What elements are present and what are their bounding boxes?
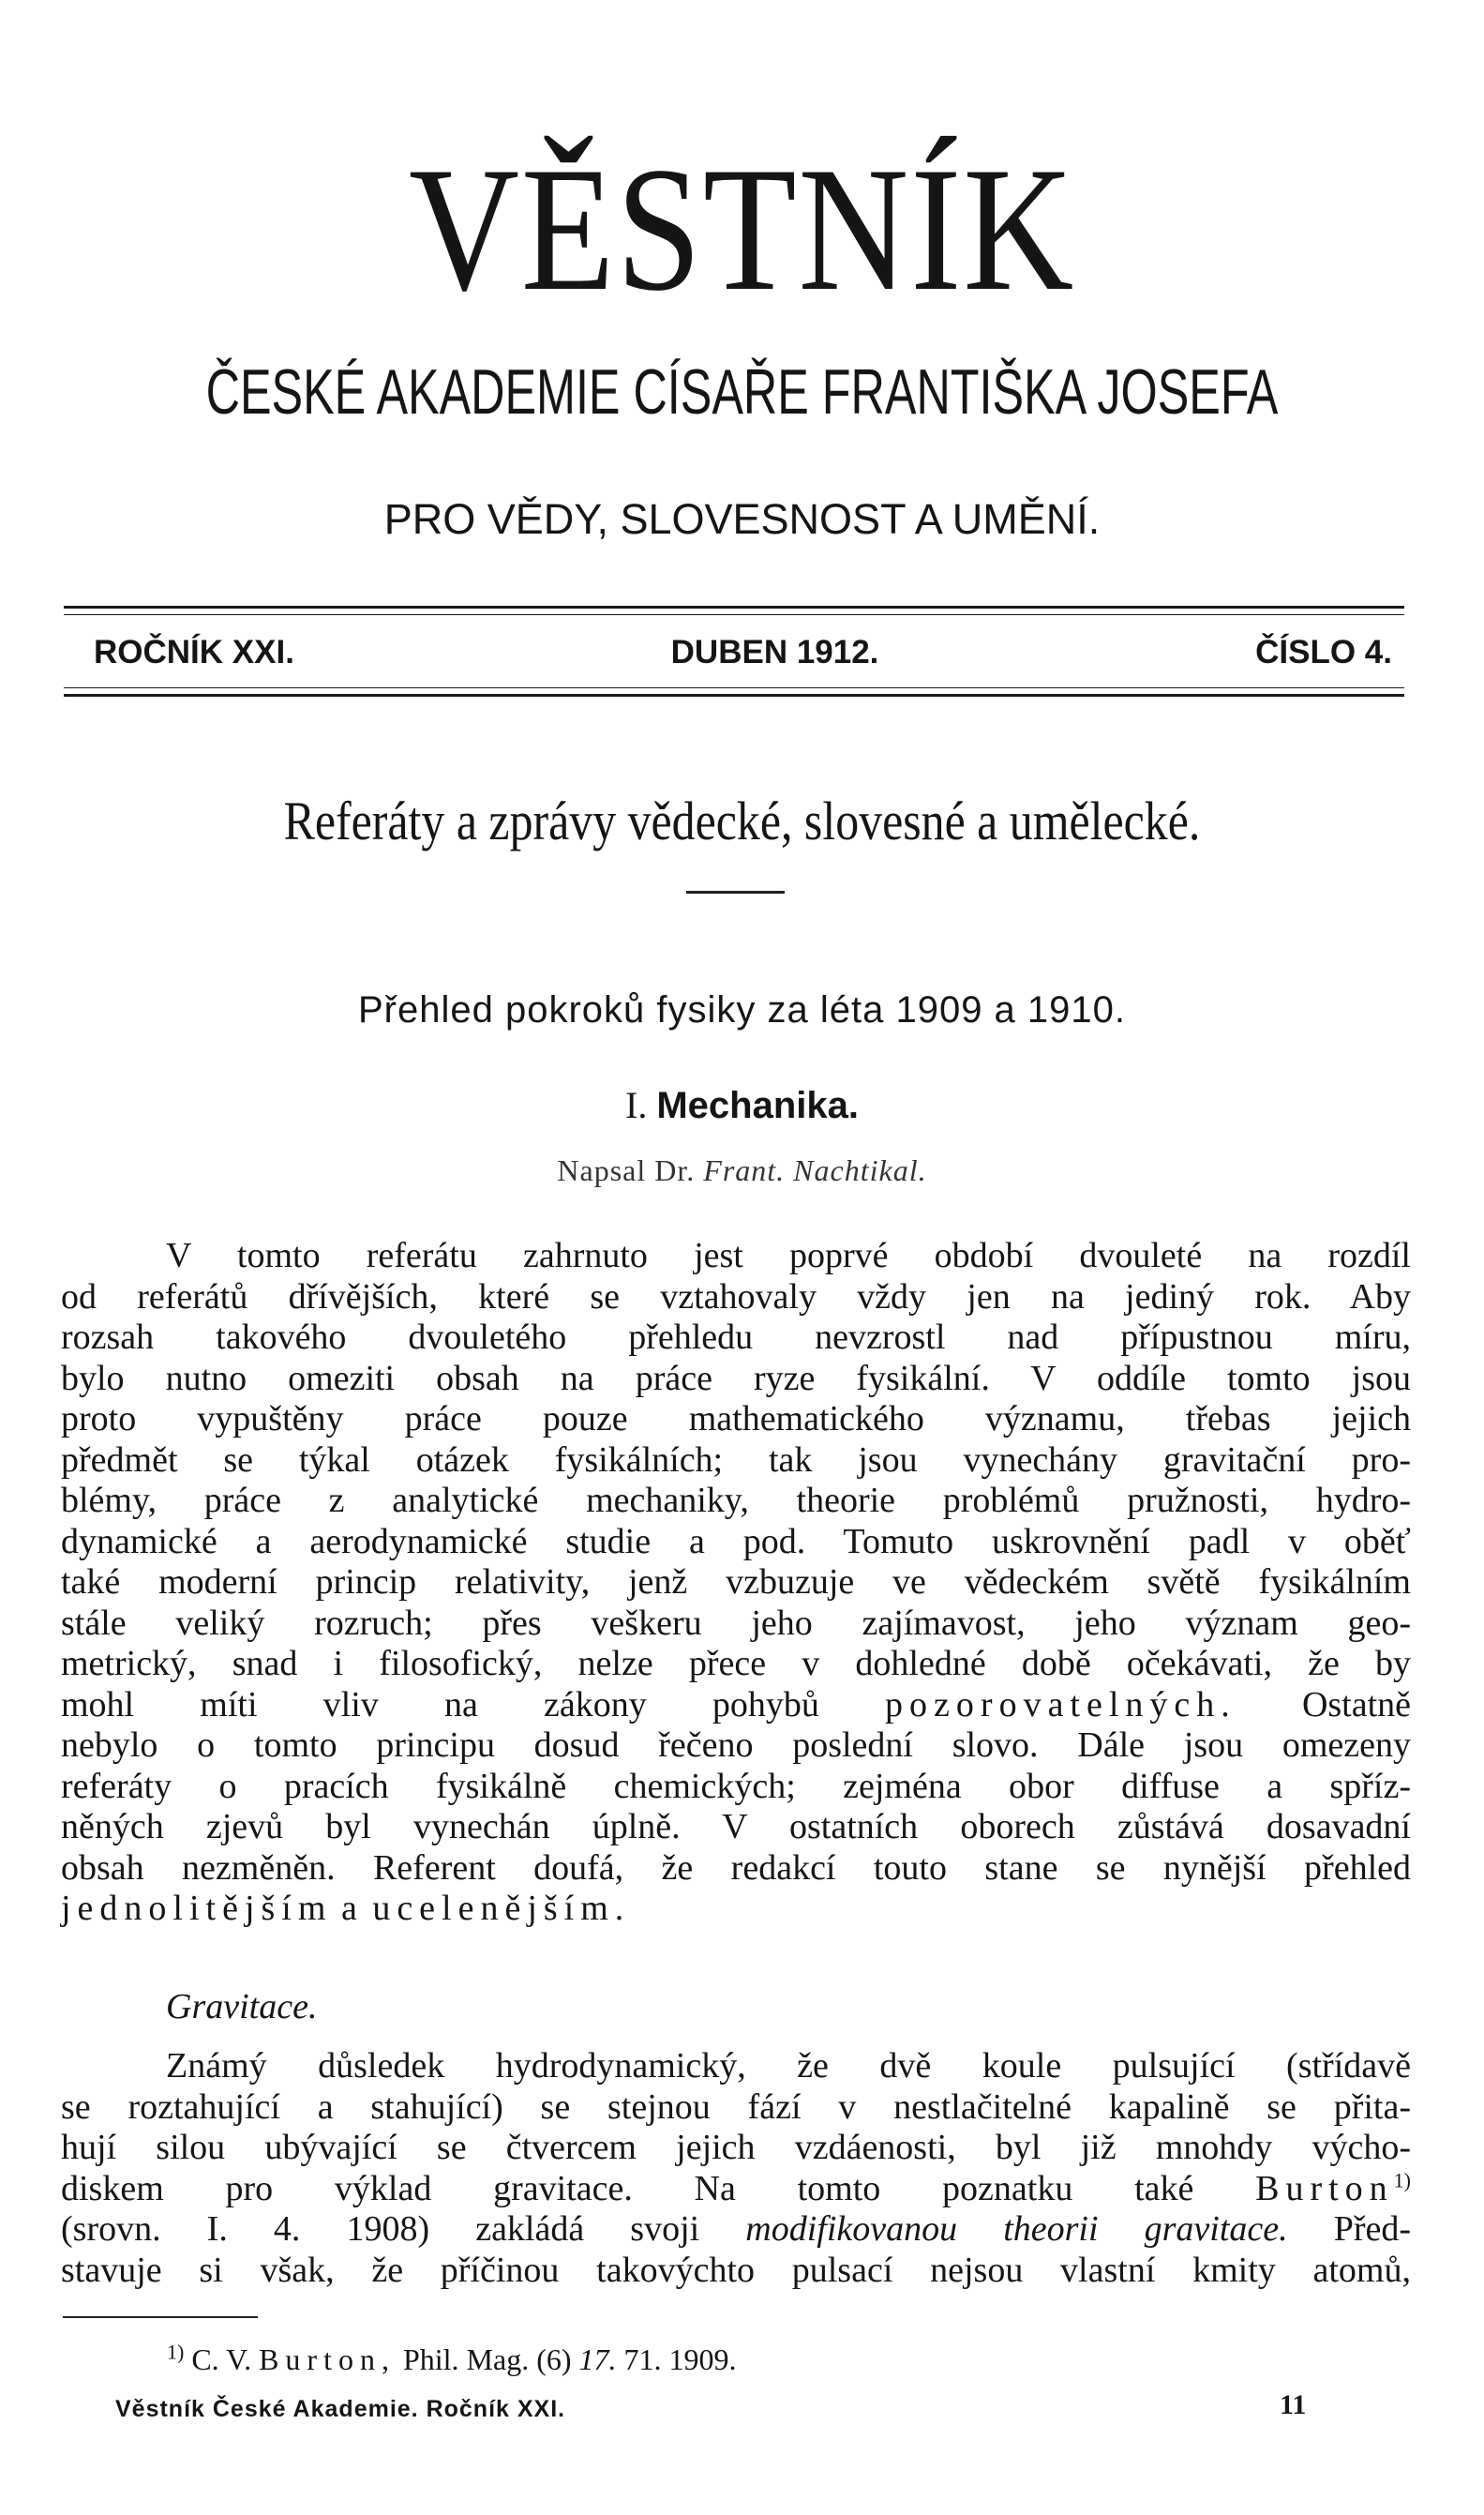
journal-subtitle-2: PRO VĚDY, SLOVESNOST A UMĚNÍ. <box>383 495 1101 543</box>
text-line <box>61 1889 1411 1930</box>
footnote-ref: 1) <box>1393 2167 1411 2191</box>
text-line <box>61 2209 1411 2251</box>
masthead-rule-bottom <box>64 694 1404 697</box>
text-line: obsah nezměněn. Referent doufá, že redakcí touto stane se nynější přehled <box>61 1847 1411 1888</box>
journal-title: VĚSTNÍK <box>409 131 1075 328</box>
byline <box>0 1152 1484 1188</box>
footnote-pages: 71. 1909. <box>623 2342 737 2376</box>
text-fragment: diskem pro výklad gravitace. Na tomto poznatku také <box>61 2168 1194 2208</box>
footnote <box>167 2342 737 2377</box>
text-line: dynamické a aerodynamické studie a pod. Tomuto uskrovnění padl v oběť <box>61 1521 1411 1561</box>
text-line <box>61 1685 1411 1726</box>
text-line: se roztahující a stahující) se stejnou fází v nestlačitelné kapalině se přita- <box>61 2086 1411 2127</box>
text-line: předmět se týkal otázek fysikálních; tak jsou vynechány gravitační pro- <box>61 1439 1411 1480</box>
text-line: stavuje si však, že příčinou takovýchto pulsací nejsou vlastní kmity atomů, <box>61 2250 1411 2290</box>
text-line: něných zjevů byl vynechán úplně. V ostatních oborech zůstává dosavadní <box>61 1807 1411 1846</box>
text-fragment: (srovn. I. 4. 1908) zakládá svoji <box>61 2209 700 2249</box>
text-fragment: mohl míti vliv na zákony pohybů <box>61 1684 819 1724</box>
text-line: rozsah takového dvouletého přehledu nevzrostl nad přípustnou míru, <box>61 1318 1411 1357</box>
text-fragment: Ostatně <box>1301 1684 1412 1724</box>
footnote-journal: Phil. Mag. (6) <box>402 2342 572 2376</box>
spaced-author-name: Burton <box>1255 2168 1394 2208</box>
text-line: V tomto referátu zahrnuto jest poprvé období dvouleté na rozdíl <box>166 1236 1411 1275</box>
page-number: 11 <box>1280 2389 1307 2420</box>
issue-number: ČÍSLO 4. <box>1255 634 1392 670</box>
masthead-rule-top-thin <box>64 614 1404 615</box>
footnote-mark: 1) <box>167 2340 185 2364</box>
text-line: stále veliký rozruch; přes veškeru jeho zajímavost, jeho význam geo- <box>61 1603 1411 1643</box>
spaced-emphasis: jednolitějším <box>61 1889 333 1928</box>
paragraph-gravitation <box>61 2046 1411 2291</box>
issue-date: DUBEN 1912. <box>670 634 879 670</box>
footnote-rule <box>63 2316 258 2318</box>
text-line: Známý důsledek hydrodynamický, že dvě koule pulsující (střídavě <box>166 2046 1411 2086</box>
part-name: Mechanika. <box>656 1085 859 1126</box>
text-line: hují silou ubývající se čtvercem jejich vzdáenosti, byl již mnohdy výcho- <box>61 2128 1411 2167</box>
page-footer-journal: Věstník České Akademie. Ročník XXI. <box>115 2396 566 2422</box>
text-line: referáty o pracích fysikálně chemických; zejména obor diffuse a spříz- <box>61 1766 1411 1806</box>
text-fragment: Před- <box>1333 2209 1411 2249</box>
paragraph-intro <box>61 1236 1411 1930</box>
byline-prefix: Napsal Dr. <box>557 1153 696 1187</box>
section-heading: Referáty a zprávy vědecké, slovesné a umělecké. <box>283 791 1201 851</box>
text-line: také moderní princip relativity, jenž vzbuzuje ve vědeckém světě fysikálním <box>61 1562 1411 1602</box>
byline-author: Frant. Nachtikal. <box>703 1153 927 1187</box>
subheading-gravitation: Gravitace. <box>166 1987 318 2026</box>
text-line: od referátů dřívějších, které se vztahovaly vždy jen na jediný rok. Aby <box>61 1276 1411 1317</box>
text-line: nebylo o tomto principu dosud řečeno poslední slovo. Dále jsou omezeny <box>61 1725 1411 1765</box>
section-divider <box>686 891 785 894</box>
footnote-author-initials: C. V. <box>191 2342 252 2376</box>
italic-term: modifikovanou theorii gravitace. <box>745 2209 1288 2249</box>
footnote-volume: 17. <box>578 2342 617 2376</box>
text-line: metrický, snad i filosofický, nelze přece v dohledné době očekávati, že by <box>61 1644 1411 1683</box>
spaced-emphasis: a <box>340 1889 364 1928</box>
footnote-author-name: Burton, <box>259 2342 396 2376</box>
text-line: proto vypuštěny práce pouze mathematického významu, třebas jejich <box>61 1399 1411 1438</box>
issue-info-row <box>94 634 1392 671</box>
spaced-emphasis: ucelenějším. <box>372 1889 631 1928</box>
article-title: Přehled pokroků fysiky za léta 1909 a 1910. <box>357 989 1127 1031</box>
text-line <box>61 2169 1411 2210</box>
volume-label: ROČNÍK XXI. <box>94 634 294 670</box>
text-line: bylo nutno omeziti obsah na práce ryze fysikální. V oddíle tomto jsou <box>61 1358 1411 1398</box>
text-line: blémy, práce z analytické mechaniky, theorie problémů pružnosti, hydro- <box>61 1481 1411 1520</box>
journal-subtitle: ČESKÉ AKADEMIE CÍSAŘE FRANTIŠKA JOSEFA <box>205 356 1279 428</box>
spaced-emphasis: pozorovatelných. <box>885 1684 1237 1724</box>
part-title <box>0 1083 1484 1128</box>
masthead-rule-top <box>64 606 1404 609</box>
part-number: I. <box>625 1084 648 1126</box>
masthead-rule-bottom-thin <box>64 687 1404 688</box>
